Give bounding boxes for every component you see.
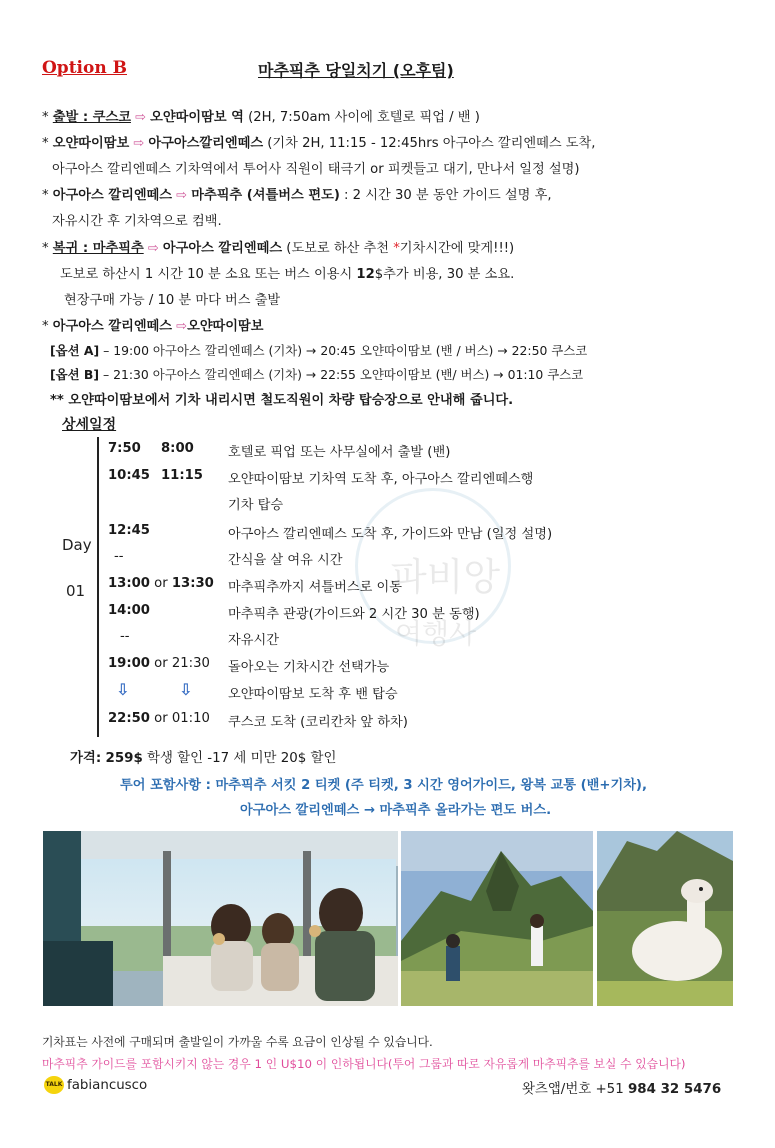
- whatsapp-contact[interactable]: 왓츠앱/번호 +51 984 32 5476: [522, 1082, 722, 1097]
- schedule-time: 11:15: [161, 468, 203, 483]
- right-arrow-icon: ⇨: [129, 136, 149, 151]
- itinerary-line-5: 자유시간 후 기차역으로 컴백.: [52, 214, 222, 229]
- machu-picchu-couple-photo: [401, 831, 593, 1006]
- schedule-time: 22:50 or 01:10: [108, 711, 210, 726]
- itinerary-line-8: 현장구매 가능 / 10 분 마다 버스 출발: [64, 293, 281, 308]
- right-arrow-icon: ⇨: [172, 188, 192, 203]
- schedule-divider: [97, 437, 99, 737]
- right-arrow-icon: ⇨: [143, 241, 163, 256]
- itinerary-line-6: * 복귀 : 마추픽추 ⇨ 아구아스 깔리엔떼스 (도보로 하산 추천 *기차시간에 맞게!!!): [42, 241, 515, 256]
- schedule-desc: 오얀따이땀보 기차역 도착 후, 아구아스 깔리엔떼스행: [228, 472, 534, 487]
- kakao-talk-icon: TALK: [44, 1076, 64, 1094]
- kakao-id[interactable]: fabiancusco: [67, 1078, 148, 1093]
- down-arrow-icon: ⇩: [179, 680, 193, 699]
- schedule-desc: 쿠스코 도착 (코리칸차 앞 하차): [228, 715, 408, 730]
- schedule-desc: 호텔로 픽업 또는 사무실에서 출발 (밴): [228, 445, 451, 460]
- itinerary-line-2: * 오얀따이땀보 ⇨ 아구아스깔리엔떼스 (기차 2H, 11:15 - 12:45hrs 아구아스 깔리엔떼스 도착,: [42, 136, 596, 151]
- option-a-line: [옵션 A] – 19:00 아구아스 깔리엔떼스 (기차) → 20:45 오얀따이땀보 (밴 / 버스) → 22:50 쿠스코: [50, 343, 588, 358]
- itinerary-line-3: 아구아스 깔리엔떼스 기차역에서 투어사 직원이 태극기 or 피켓들고 대기, 만나서 일정 설명): [52, 162, 580, 177]
- train-passengers-photo: [43, 831, 398, 1006]
- option-label: Option B: [42, 58, 127, 78]
- guide-note: 마추픽추 가이드를 포함시키지 않는 경우 1 인 U$10 이 인하됩니다(투어 그룹과 따로 자유롭게 마추픽추를 보실 수 있습니다): [42, 1057, 686, 1071]
- schedule-time: 10:45: [108, 468, 150, 483]
- itinerary-line-4: * 아구아스 깔리엔떼스 ⇨ 마추픽추 (셔틀버스 편도) : 2 시간 30 분 동안 가이드 설명 후,: [42, 188, 552, 203]
- schedule-desc: 마추픽추까지 셔틀버스로 이동: [228, 580, 402, 595]
- schedule-time: 7:50: [108, 441, 141, 456]
- down-arrow-icon: ⇩: [116, 680, 130, 699]
- schedule-desc: 아구아스 깔리엔떼스 도착 후, 가이드와 만남 (일정 설명): [228, 527, 553, 542]
- right-arrow-icon: ⇨: [172, 319, 188, 334]
- itinerary-line-9: * 아구아스 깔리엔떼스 ⇨오얀따이땀보: [42, 319, 264, 334]
- schedule-desc: 간식을 살 여유 시간: [228, 553, 343, 568]
- schedule-desc: 오얀따이땀보 도착 후 밴 탑승: [228, 687, 398, 702]
- watermark-text: 파비앙: [390, 555, 501, 599]
- schedule-desc: 기차 탑승: [228, 498, 284, 513]
- tour-includes-line-1: 투어 포함사항 : 마추픽추 서킷 2 티켓 (주 티켓, 3 시간 영어가이드, 왕복 교통 (밴+기차),: [120, 778, 647, 793]
- option-b-line: [옵션 B] – 21:30 아구아스 깔리엔떼스 (기차) → 22:55 오얀따이땀보 (밴/ 버스) → 01:10 쿠스코: [50, 367, 584, 382]
- schedule-time: --: [120, 629, 130, 644]
- schedule-time: 13:00 or 13:30: [108, 576, 214, 591]
- schedule-desc: 자유시간: [228, 633, 279, 648]
- day-label: Day: [62, 536, 92, 554]
- schedule-desc: 마추픽추 관광(가이드와 2 시간 30 분 동행): [228, 607, 480, 622]
- itinerary-line-1: * 출발 : 쿠스코 ⇨ 오얀따이땀보 역 (2H, 7:50am 사이에 호텔로 픽업 / 밴 ): [42, 110, 480, 125]
- ticket-note: 기차표는 사전에 구매되며 출발일이 가까울 수록 요금이 인상될 수 있습니다.: [42, 1035, 433, 1049]
- schedule-title: 상세일정: [62, 417, 117, 433]
- schedule-time: 8:00: [161, 441, 194, 456]
- tour-includes-line-2: 아구아스 깔리엔떼스 → 마추픽추 올라가는 편도 버스.: [240, 803, 552, 818]
- itinerary-line-7: 도보로 하산시 1 시간 10 분 소요 또는 버스 이용시 12$추가 비용, 30 분 소요.: [60, 267, 515, 282]
- day-number: 01: [66, 582, 86, 600]
- right-arrow-icon: ⇨: [130, 110, 151, 125]
- schedule-time: --: [114, 549, 124, 564]
- llama-photo: [597, 831, 733, 1006]
- schedule-time: 19:00 or 21:30: [108, 656, 210, 671]
- train-note: ** 오얀따이땀보에서 기차 내리시면 철도직원이 차량 탑승장으로 안내해 줍니다.: [50, 393, 514, 408]
- page-title: 마추픽추 당일치기 (오후팀): [258, 61, 454, 80]
- schedule-desc: 돌아오는 기차시간 선택가능: [228, 660, 390, 675]
- schedule-time: 14:00: [108, 603, 150, 618]
- watermark-subtext: 여행사: [395, 617, 477, 650]
- schedule-time: 12:45: [108, 523, 150, 538]
- price-line: 가격: 259$ 학생 할인 -17 세 미만 20$ 할인: [70, 751, 337, 766]
